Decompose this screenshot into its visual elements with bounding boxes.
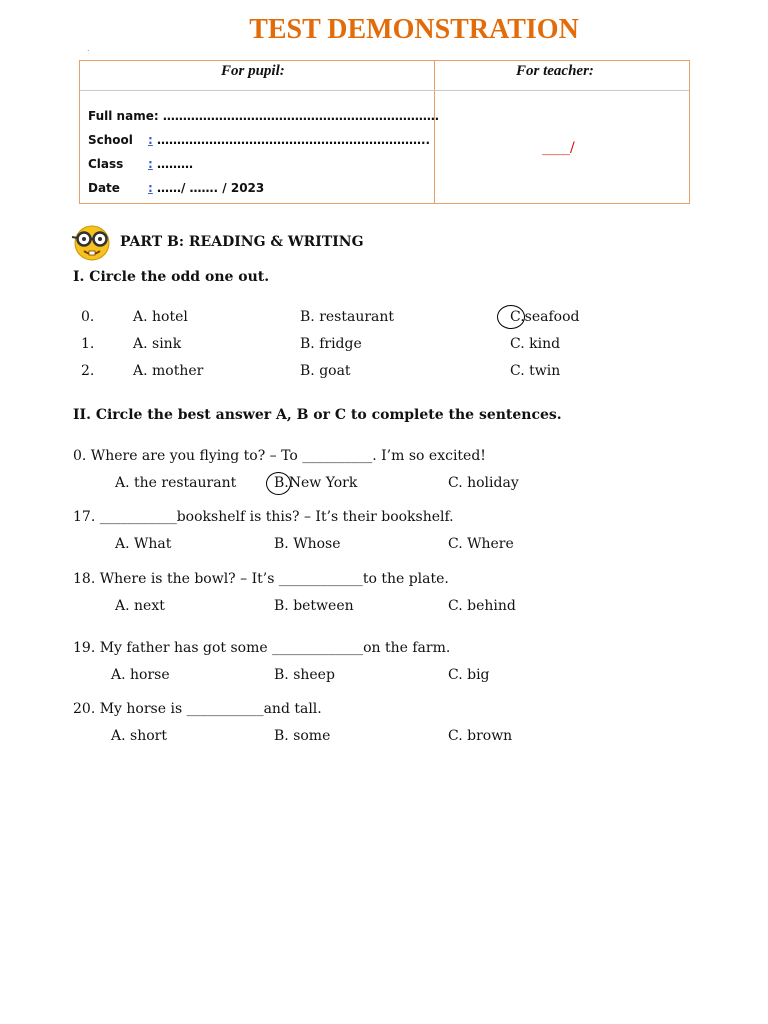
odd-row-0-option-b[interactable]: B. restaurant xyxy=(300,309,395,325)
odd-row-0-option-c[interactable] xyxy=(510,309,580,325)
question-19-option-b[interactable]: B. sheep xyxy=(274,667,335,683)
school-field[interactable] xyxy=(88,133,430,147)
question-18-option-c[interactable]: C. behind xyxy=(448,598,516,614)
full-name-value: …………………………………………………………… xyxy=(162,109,439,123)
odd-row-2-num: 2. xyxy=(81,363,95,379)
page-title: TEST DEMONSTRATION xyxy=(249,14,579,45)
pupil-header: For pupil: xyxy=(221,63,285,79)
teacher-header: For teacher: xyxy=(516,63,594,79)
odd-row-2-option-c[interactable]: C. twin xyxy=(510,363,561,379)
option-c-word: seafood xyxy=(524,309,580,325)
question-18-text: 18. Where is the bowl? – It’s ____________to the plate. xyxy=(73,571,449,587)
teacher-score-field[interactable]: ____/ xyxy=(542,140,575,156)
date-field[interactable] xyxy=(88,181,264,195)
question-17-option-a[interactable]: A. What xyxy=(115,536,172,552)
table-header-rule xyxy=(80,90,689,91)
part-b-heading: PART B: READING & WRITING xyxy=(120,234,364,250)
question-19-option-c[interactable]: C. big xyxy=(448,667,490,683)
school-value: ………………………………………………………….. xyxy=(157,133,431,147)
class-value: ……… xyxy=(157,157,193,171)
question-19-option-a[interactable]: A. horse xyxy=(111,667,170,683)
odd-row-1-option-a[interactable]: A. sink xyxy=(133,336,182,352)
question-20-option-b[interactable]: B. some xyxy=(274,728,331,744)
question-20-option-c[interactable]: C. brown xyxy=(448,728,513,744)
question-19-text: 19. My father has got some _____________on the farm. xyxy=(73,640,451,656)
question-17-option-b[interactable]: B. Whose xyxy=(274,536,341,552)
date-colon: : xyxy=(148,181,153,195)
odd-row-2-option-b[interactable]: B. goat xyxy=(300,363,351,379)
question-0-text: 0. Where are you flying to? – To __________. I’m so excited! xyxy=(73,448,486,464)
question-0-option-b[interactable] xyxy=(274,475,357,491)
pupil-info-table xyxy=(79,60,690,204)
table-divider xyxy=(434,61,435,203)
question-0-option-a[interactable]: A. the restaurant xyxy=(115,475,237,491)
question-17-text: 17. ___________bookshelf is this? – It’s their bookshelf. xyxy=(73,509,454,525)
question-18-option-a[interactable]: A. next xyxy=(115,598,165,614)
question-18-option-b[interactable]: B. between xyxy=(274,598,354,614)
option-c-letter: C. xyxy=(510,309,525,325)
date-label: Date xyxy=(88,181,120,195)
class-field[interactable] xyxy=(88,157,193,171)
odd-row-2-option-a[interactable]: A. mother xyxy=(133,363,204,379)
nerd-emoji-icon xyxy=(70,222,114,262)
full-name-field[interactable] xyxy=(88,109,439,123)
odd-row-0-num: 0. xyxy=(81,309,95,325)
school-colon: : xyxy=(148,133,153,147)
question-20-text: 20. My horse is ___________and tall. xyxy=(73,701,322,717)
full-name-label: Full name: xyxy=(88,109,159,123)
odd-row-1-option-c[interactable]: C. kind xyxy=(510,336,561,352)
option-b-word: New York xyxy=(288,475,358,491)
question-0-option-c[interactable]: C. holiday xyxy=(448,475,519,491)
question-20-option-a[interactable]: A. short xyxy=(111,728,167,744)
odd-row-1-num: 1. xyxy=(81,336,95,352)
header-dot: . xyxy=(87,44,90,53)
date-value: ……/ ……. / 2023 xyxy=(157,181,265,195)
odd-row-1-option-b[interactable]: B. fridge xyxy=(300,336,362,352)
question-17-option-c[interactable]: C. Where xyxy=(448,536,514,552)
class-label: Class xyxy=(88,157,124,171)
odd-row-0-option-a[interactable]: A. hotel xyxy=(133,309,188,325)
class-colon: : xyxy=(148,157,153,171)
school-label: School xyxy=(88,133,133,147)
section1-heading: I. Circle the odd one out. xyxy=(73,269,270,285)
section2-heading: II. Circle the best answer A, B or C to complete the sentences. xyxy=(73,407,562,423)
option-b-letter: B. xyxy=(274,475,289,491)
